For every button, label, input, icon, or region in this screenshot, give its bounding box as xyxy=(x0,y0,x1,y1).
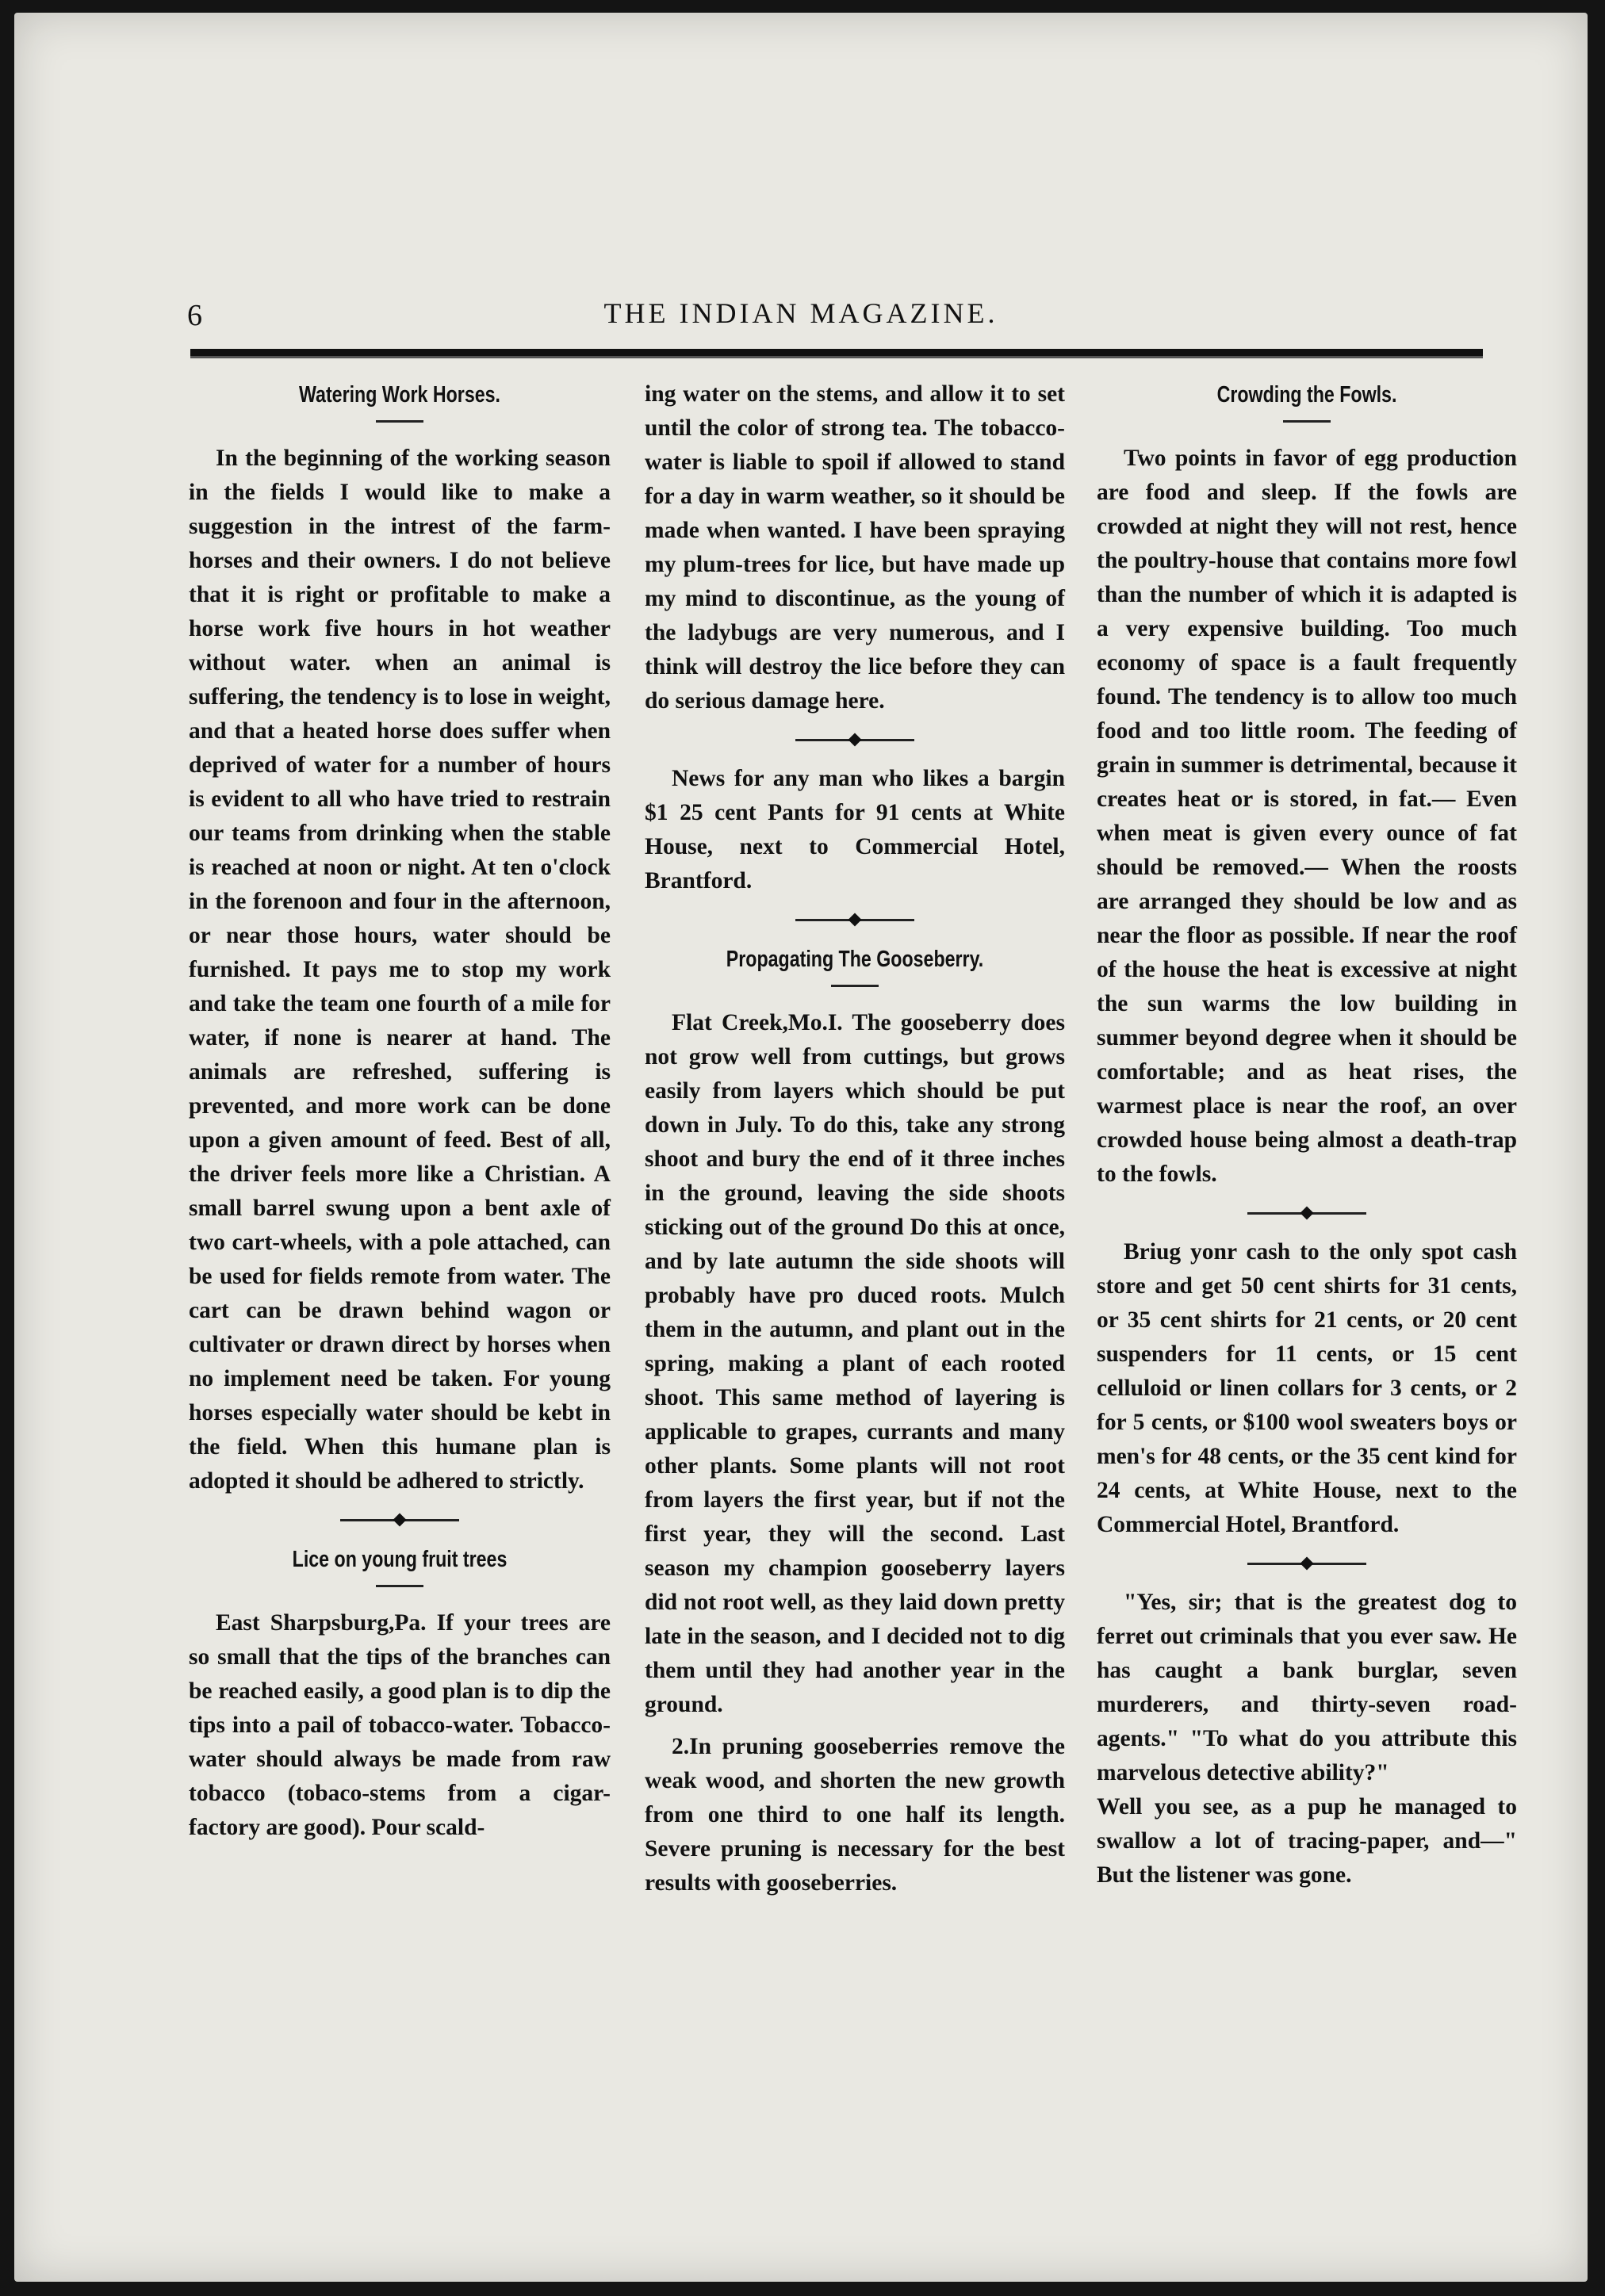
title-divider xyxy=(376,1585,423,1587)
title-divider xyxy=(831,985,879,987)
page-number: 6 xyxy=(187,299,203,332)
section-ornament xyxy=(795,739,914,741)
article-continuation-lice: ing water on the stems, and allow it to set until the color of strong tea. The tobacco-water is liable to spoil if allowed to stand for a day in warm weather, so it should be made when wanted. I have been spraying my plum-trees for lice, but have made up my mind to discontinue, as the young of the ladybugs are very numerous, and I think will destroy the lice before they can do serious damage here. xyxy=(645,381,1065,714)
section-ornament xyxy=(1247,1212,1366,1215)
magazine-page xyxy=(14,13,1588,2282)
joke-punchline: Well you see, as a pup he managed to swallow a lot of tracing-paper, and—" But the listener was gone. xyxy=(1097,1794,1517,1888)
column-2 xyxy=(645,377,1065,1900)
article-body-propagating-gooseberry: Flat Creek,Mo.I. The gooseberry does not grow well from cuttings, but grows easily from layers which should be put down in July. To do this, take any strong shoot and bury the end of it three inches in the ground, leaving the side shoots sticking out of the ground Do this at once, and by late autumn the side shoots will probably have pro duced roots. Mulch them in the autumn, and plant out in the spring, making a plant of each rooted shoot. This same method of layering is applicable to grapes, currants and many other plants. Some plants will not root from layers the first year, but if not the first year, they will the second. Last season my champion gooseberry layers did not root well, as they laid down pretty late in the season, and I decided not to dig them until they had another year in the ground. xyxy=(645,1010,1065,1717)
section-ornament xyxy=(795,919,914,921)
article-body-watering-work-horses: In the beginning of the working season in the fields I would like to make a suggestion in the intrest of the farm-horses and their owners. I do not believe that it is right or profitable to make a horse work five hours in hot weather without water. when an animal is suffering, the tendency is to lose in weight, and that a heated horse does suffer when deprived of water for a number of hours is evident to all who have tried to restrain our teams from drinking when the stable is reached at noon or night. At ten o'clock in the forenoon and four in the afternoon, or near those hours, water should be furnished. It pays me to stop my work and take the team one fourth of a mile for water, if none is nearer at hand. The animals are refreshed, suffering is prevented, and more work can be done upon a given amount of feed. Best of all, the driver feels more like a Christian. A small barrel swung upon a bent axle of two cart-wheels, with a pole attached, can be used for fields remote from water. The cart can be drawn behind wagon or cultivater or drawn direct by horses when no implement need be taken. For young horses especially water should be kebt in the field. When this humane plan is adopted it should be adhered to strictly. xyxy=(189,446,611,1494)
section-ornament xyxy=(1247,1563,1366,1565)
advertisement-cash-store: Briug yonr cash to the only spot cash store and get 50 cent shirts for 31 cents, or 35 cent shirts for 21 cents, or 20 cent suspenders for 11 cents, or 15 cent celluloid or linen collars for 3 cents, or 2 for 5 cents, or $100 wool sweaters boys or men's for 48 cents, or the 35 cent kind for 24 cents, at White House, next to the Commercial Hotel, Brantford. xyxy=(1097,1239,1517,1537)
article-title-lice-on-fruit-trees: Lice on young fruit trees xyxy=(292,1547,508,1572)
section-ornament xyxy=(340,1519,459,1521)
article-title-propagating-gooseberry: Propagating The Gooseberry. xyxy=(726,947,984,972)
joke-dog-detective: "Yes, sir; that is the greatest dog to ferret out criminals that you ever saw. He has caught a bank burglar, seven murderers, and thirty-seven road-agents." "To what do you attribute this marvelous detective ability?" xyxy=(1097,1590,1517,1785)
title-divider xyxy=(1283,420,1331,423)
article-body-crowding-fowls: Two points in favor of egg production are food and sleep. If the fowls are crowded at night they will not rest, hence the poultry-house that contains more fowl than the number of which it is adapted is a very expensive building. Too much economy of space is a fault frequently found. The tendency is to allow too much food and too little room. The feeding of grain in summer is detrimental, because it creates heat or is stored, in fat.— Even when meat is given every ounce of fat should be removed.— When the roosts are arranged they should be low and as near the floor as possible. If near the roof of the house the heat is excessive at night the sun warms the low building in summer beyond degree when it should be comfortable; and as heat rises, the warmest place is near the roof, an over crowded house being almost a death-trap to the fowls. xyxy=(1097,446,1517,1187)
advertisement-pants: News for any man who likes a bargin $1 25 cent Pants for 91 cents at White House, next to Commercial Hotel, Brantford. xyxy=(645,766,1065,894)
header-rule xyxy=(190,349,1483,358)
article-body-pruning-gooseberries: 2.In pruning gooseberries remove the weak wood, and shorten the new growth from one third to one half its length. Severe pruning is necessary for the best results with gooseberries. xyxy=(645,1734,1065,1896)
article-title-watering-work-horses: Watering Work Horses. xyxy=(299,382,500,408)
column-3 xyxy=(1097,377,1517,1892)
article-body-lice-on-fruit-trees: East Sharpsburg,Pa. If your trees are so small that the tips of the branches can be reached easily, a good plan is to dip the tips into a pail of tobacco-water. Tobacco-water should always be made from raw tobacco (tobaco-stems from a cigar-factory are good). Pour scald- xyxy=(189,1610,611,1840)
column-1 xyxy=(189,377,611,1845)
title-divider xyxy=(376,420,423,423)
magazine-title: THE INDIAN MAGAZINE. xyxy=(603,297,998,329)
article-title-crowding-fowls: Crowding the Fowls. xyxy=(1216,382,1397,408)
page-header xyxy=(14,292,1588,339)
